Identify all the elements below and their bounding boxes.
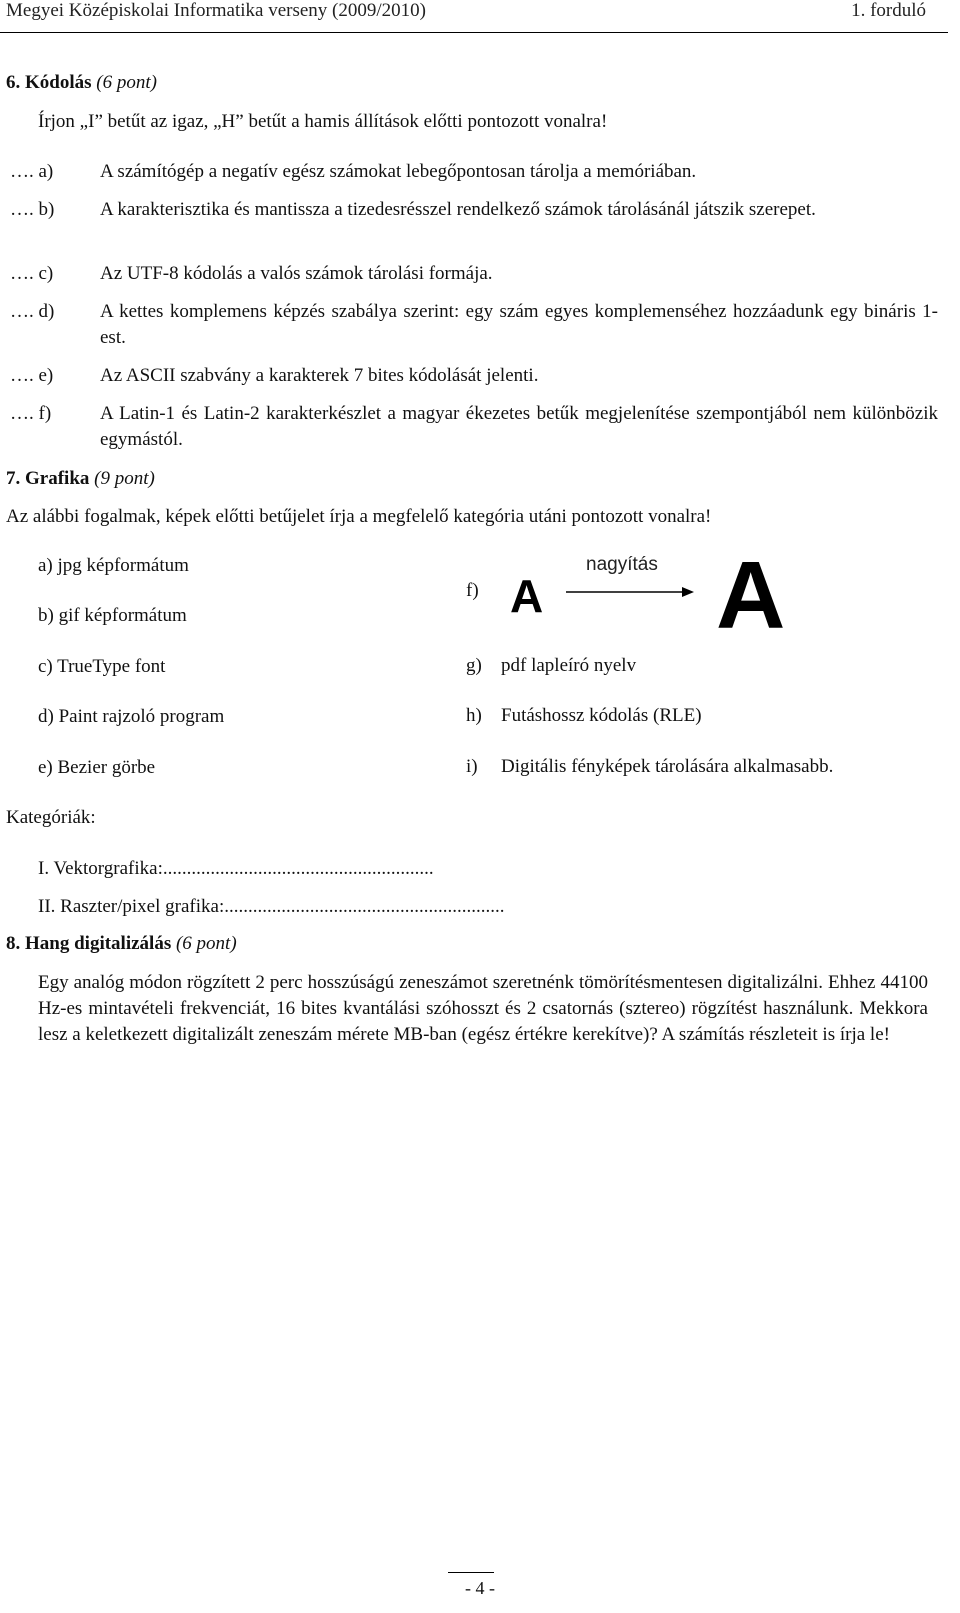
item-prefix: …. e) xyxy=(10,365,54,386)
left-item-e: e) Bezier görbe xyxy=(38,757,156,778)
arrow-head xyxy=(682,587,694,597)
category-raster: II. Raszter/pixel grafika:........................................................... xyxy=(38,896,505,917)
section6-item-d xyxy=(10,299,938,348)
section6-item-b xyxy=(10,197,816,223)
section6-item-a xyxy=(10,159,697,185)
section6-item-c xyxy=(10,261,493,287)
item-label: h) xyxy=(466,705,482,726)
right-item-g xyxy=(466,653,637,679)
left-item-c: c) TrueType font xyxy=(38,656,166,677)
item-text: A karakterisztika és mantissza a tizedesrésszel rendelkező számok tárolásánál játszik szerepet. xyxy=(100,199,816,220)
item-prefix: …. c) xyxy=(10,263,54,284)
item-text: Az UTF-8 kódolás a valós számok tárolási formája. xyxy=(100,263,493,284)
item-text: A számítógép a negatív egész számokat lebegőpontosan tárolja a memóriában. xyxy=(100,161,697,182)
footer-divider xyxy=(448,1572,494,1573)
small-letter: A xyxy=(510,570,544,622)
section7-title: 7. Grafika xyxy=(6,468,90,489)
section6-item-f xyxy=(10,401,938,450)
item-prefix: …. b) xyxy=(10,199,55,220)
right-item-h xyxy=(466,703,702,729)
item-prefix: …. f) xyxy=(10,403,52,424)
left-item-b: b) gif képformátum xyxy=(38,605,187,626)
item-prefix: …. d) xyxy=(10,301,55,322)
header-divider xyxy=(0,32,948,33)
header-round: 1. forduló xyxy=(851,0,926,21)
large-letter: A xyxy=(716,548,786,632)
section6-heading xyxy=(6,70,157,96)
item-text: Az ASCII szabvány a karakterek 7 bites kódolását jelenti. xyxy=(100,365,539,386)
section8-heading xyxy=(6,931,237,957)
section8-points: (6 pont) xyxy=(175,933,237,954)
magnify-illustration xyxy=(504,548,804,632)
section6-points: (6 pont) xyxy=(96,72,157,93)
item-text: pdf lapleíró nyelv xyxy=(501,655,637,676)
item-label: g) xyxy=(466,655,482,676)
item-label: i) xyxy=(466,756,478,777)
category-vector: I. Vektorgrafika:......................................................... xyxy=(38,858,434,879)
section7-points: (9 pont) xyxy=(94,468,155,489)
left-item-d: d) Paint rajzoló program xyxy=(38,706,225,727)
header-title: Megyei Középiskolai Informatika verseny (2009/2010) xyxy=(6,0,426,21)
page-number: - 4 - xyxy=(465,1578,495,1598)
section8-text: Egy analóg módon rögzített 2 perc hosszúságú zeneszámot szeretnénk tömörítésmentesen digitalizálni. Ehhez 44100 Hz-es mintavételi frekvenciát, 16 bites kvantálási szóhosszt és 2 csatornás (sztereo) rögzítést használunk. Mekkora lesz a keletkezett digitalizált zeneszám mérete MB-ban (egész értékre kerekítve)? A számítás részleteit is írja le! xyxy=(38,972,928,1045)
item-text: A Latin-1 és Latin-2 karakterkészlet a magyar ékezetes betűk megjelenítése szempontjából nem különbözik egymástól. xyxy=(100,403,938,450)
right-item-i xyxy=(466,754,834,780)
item-text: Futáshossz kódolás (RLE) xyxy=(501,705,702,726)
categories-label: Kategóriák: xyxy=(6,807,96,828)
section7-heading xyxy=(6,466,155,492)
section6-item-e xyxy=(10,363,539,389)
left-item-a: a) jpg képformátum xyxy=(38,555,189,576)
item-prefix: …. a) xyxy=(10,161,54,182)
item-text: A kettes komplemens képzés szabálya szerint: egy szám egyes komplemenséhez hozzáadunk egy bináris 1-est. xyxy=(100,301,938,348)
magnify-caption: nagyítás xyxy=(586,554,658,575)
section6-title: 6. Kódolás xyxy=(6,72,92,93)
right-item-f-label: f) xyxy=(466,580,479,601)
section7-instruction: Az alábbi fogalmak, képek előtti betűjelet írja a megfelelő kategória utáni pontozott vonalra! xyxy=(6,506,712,527)
item-text: Digitális fényképek tárolására alkalmasabb. xyxy=(501,756,834,777)
section6-instruction: Írjon „I” betűt az igaz, „H” betűt a hamis állítások előtti pontozott vonalra! xyxy=(38,111,608,132)
section8-title: 8. Hang digitalizálás xyxy=(6,933,172,954)
